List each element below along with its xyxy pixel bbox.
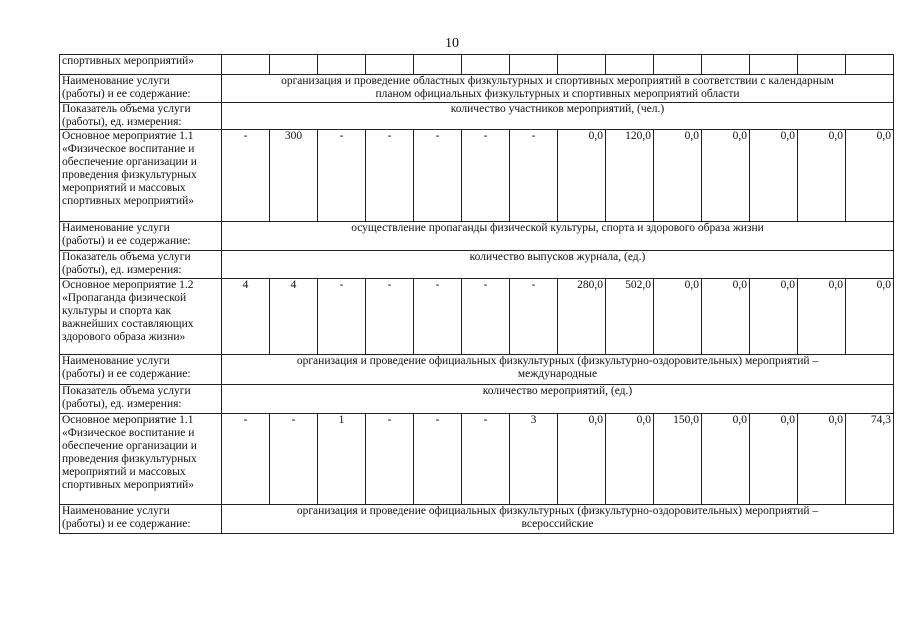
value-cell: - (414, 279, 462, 355)
table-row (60, 55, 894, 75)
value-cell: - (366, 414, 414, 505)
value-cell: 74,3 (846, 414, 894, 505)
service-row (60, 75, 894, 103)
value-cell: 3 (510, 414, 558, 505)
service-description: организация и проведение официальных физкультурных (физкультурно-оздоровительных) мероприятий – всероссийские (222, 505, 894, 534)
value-cell: - (222, 130, 270, 222)
indicator-row (60, 385, 894, 414)
measure-row (60, 130, 894, 222)
value-cell: - (318, 279, 366, 355)
measure-label: Основное мероприятие 1.1 «Физическое воспитание и обеспечение организации и проведения физкультурных мероприятий и массовых спортивных мероприятий» (60, 414, 222, 505)
value-cell: 280,0 (558, 279, 606, 355)
value-cell: 0,0 (558, 414, 606, 505)
row-label: Показатель объема услуги (работы), ед. измерения: (60, 103, 222, 130)
indicator-description: количество мероприятий, (ед.) (222, 385, 894, 414)
indicator-row (60, 103, 894, 130)
page-number: 10 (445, 36, 459, 51)
value-cell: 4 (270, 279, 318, 355)
value-cell: - (462, 279, 510, 355)
indicator-description: количество выпусков журнала, (ед.) (222, 251, 894, 279)
value-cell: 502,0 (606, 279, 654, 355)
value-cell: - (510, 130, 558, 222)
value-cell: 1 (318, 414, 366, 505)
value-cell: 0,0 (798, 130, 846, 222)
service-row (60, 505, 894, 534)
value-cell: - (366, 130, 414, 222)
value-cell: - (222, 414, 270, 505)
service-description: организация и проведение официальных физкультурных (физкультурно-оздоровительных) мероприятий – международные (222, 355, 894, 385)
service-description: организация и проведение областных физкультурных и спортивных мероприятий в соответствии с календарным планом официальных физкультурных и спортивных мероприятий области (222, 75, 894, 103)
value-cell: 0,0 (654, 130, 702, 222)
service-description: осуществление пропаганды физической культуры, спорта и здорового образа жизни (222, 222, 894, 251)
value-cell: 0,0 (558, 130, 606, 222)
value-cell: 0,0 (654, 279, 702, 355)
value-cell: - (366, 279, 414, 355)
indicator-row (60, 251, 894, 279)
row-label: Показатель объема услуги (работы), ед. измерения: (60, 385, 222, 414)
row-label: Наименование услуги (работы) и ее содержание: (60, 75, 222, 103)
value-cell: - (270, 414, 318, 505)
value-cell: - (462, 130, 510, 222)
value-cell: 150,0 (654, 414, 702, 505)
value-cell: - (414, 130, 462, 222)
value-cell: 0,0 (750, 130, 798, 222)
measure-label: Основное мероприятие 1.1 «Физическое воспитание и обеспечение организации и проведения физкультурных мероприятий и массовых спортивных мероприятий» (60, 130, 222, 222)
measure-row (60, 279, 894, 355)
value-cell: 0,0 (606, 414, 654, 505)
row-label: Наименование услуги (работы) и ее содержание: (60, 505, 222, 534)
service-row (60, 355, 894, 385)
indicator-description: количество участников мероприятий, (чел.) (222, 103, 894, 130)
value-cell: 0,0 (702, 414, 750, 505)
value-cell: - (414, 414, 462, 505)
service-row (60, 222, 894, 251)
row-label: Наименование услуги (работы) и ее содержание: (60, 355, 222, 385)
value-cell: 0,0 (702, 279, 750, 355)
value-cell: 0,0 (846, 130, 894, 222)
value-cell: 0,0 (702, 130, 750, 222)
value-cell: - (318, 130, 366, 222)
value-cell: 4 (222, 279, 270, 355)
value-cell: 0,0 (846, 279, 894, 355)
value-cell: - (510, 279, 558, 355)
value-cell: 120,0 (606, 130, 654, 222)
row-label: спортивных мероприятий» (60, 55, 222, 75)
value-cell: 0,0 (750, 414, 798, 505)
value-cell: 0,0 (798, 414, 846, 505)
value-cell: 0,0 (750, 279, 798, 355)
value-cell: - (462, 414, 510, 505)
value-cell: 300 (270, 130, 318, 222)
value-cell: 0,0 (798, 279, 846, 355)
measure-label: Основное мероприятие 1.2 «Пропаганда физической культуры и спорта как важнейших составляющих здорового образа жизни» (60, 279, 222, 355)
measure-row (60, 414, 894, 505)
row-label: Показатель объема услуги (работы), ед. измерения: (60, 251, 222, 279)
row-label: Наименование услуги (работы) и ее содержание: (60, 222, 222, 251)
budget-table (59, 54, 894, 534)
